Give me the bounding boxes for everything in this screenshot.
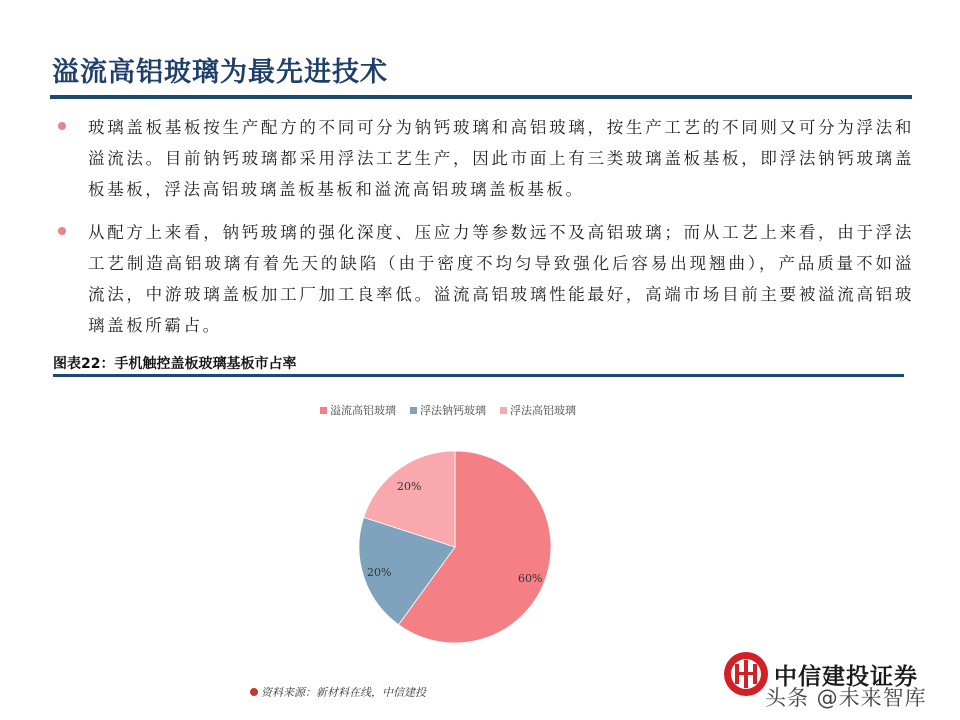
legend-swatch-icon — [320, 407, 327, 414]
page-title: 溢流高铝玻璃为最先进技术 — [52, 57, 388, 88]
chart-title-divider — [53, 374, 904, 377]
pie-label: 60% — [518, 572, 543, 585]
legend-item — [500, 402, 576, 418]
brand-name: 中信建投证券 — [774, 663, 918, 690]
chart-title: 图表22：手机触控盖板玻璃基板市占率 — [53, 356, 297, 372]
bullet-item — [58, 217, 918, 341]
legend-item — [320, 402, 396, 418]
watermark: 头条 @未来智库 — [765, 686, 927, 710]
legend-swatch-icon — [410, 407, 417, 414]
pie-chart — [350, 442, 560, 652]
legend-swatch-icon — [500, 407, 507, 414]
bullet-item — [58, 112, 918, 205]
bullet-list — [58, 112, 918, 353]
legend-label: 溢流高铝玻璃 — [330, 404, 396, 417]
title-divider — [50, 95, 912, 99]
pie-label: 20% — [367, 566, 392, 579]
citic-logo-icon — [722, 650, 770, 698]
bullet-text: 从配方上来看，钠钙玻璃的强化深度、压应力等参数远不及高铝玻璃；而从工艺上来看，由于浮法工艺制造高铝玻璃有着先天的缺陷（由于密度不均匀导致强化后容易出现翘曲），产品质量不如溢流法，中游玻璃盖板加工厂加工良率低。溢流高铝玻璃性能最好，高端市场目前主要被溢流高铝玻璃盖板所霸占。 — [88, 223, 914, 335]
chart-legend — [320, 402, 576, 418]
bullet-dot-icon — [58, 227, 66, 235]
legend-label: 浮法钠钙玻璃 — [420, 404, 486, 417]
legend-item — [410, 402, 486, 418]
pie-label: 20% — [397, 480, 422, 493]
bullet-text: 玻璃盖板基板按生产配方的不同可分为钠钙玻璃和高铝玻璃，按生产工艺的不同则又可分为浮法和溢流法。目前钠钙玻璃都采用浮法工艺生产，因此市面上有三类玻璃盖板基板，即浮法钠钙玻璃盖板基板，浮法高铝玻璃盖板基板和溢流高铝玻璃盖板基板。 — [88, 118, 914, 199]
source-note — [250, 684, 426, 700]
bullet-dot-icon — [58, 122, 66, 130]
source-text: 资料来源：新材料在线，中信建投 — [261, 686, 426, 699]
legend-label: 浮法高铝玻璃 — [510, 404, 576, 417]
source-dot-icon — [250, 688, 258, 696]
